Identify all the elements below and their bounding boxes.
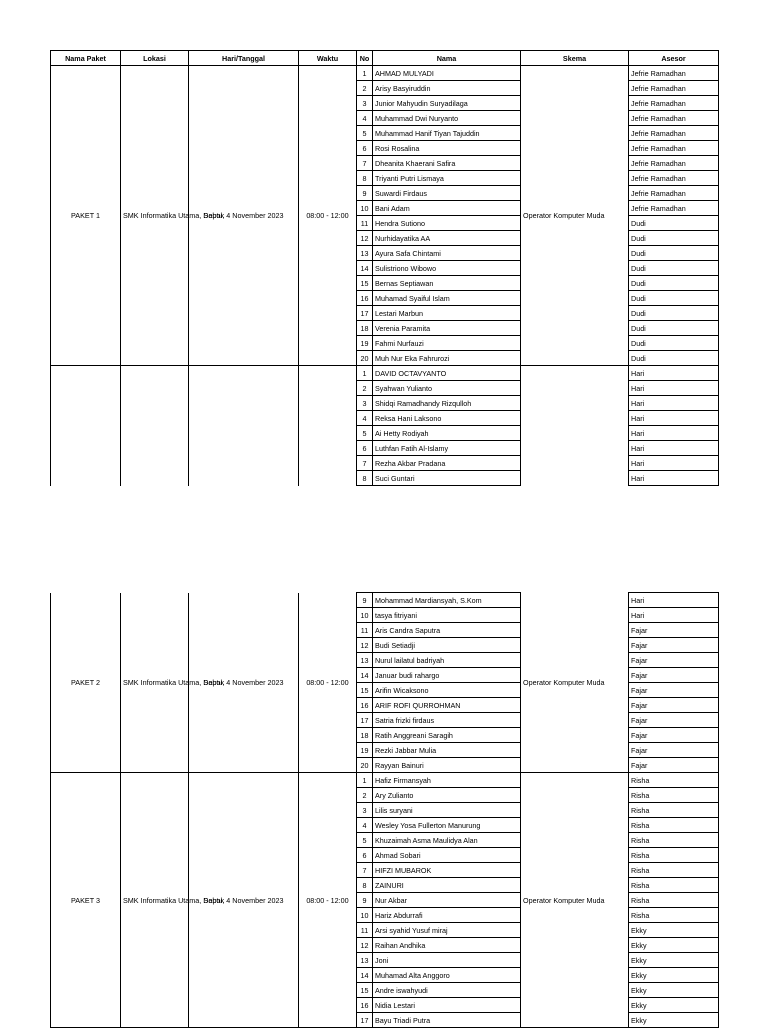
participant-name: Fahmi Nurfauzi bbox=[373, 336, 521, 351]
participant-name: Arsi syahid Yusuf miraj bbox=[373, 923, 521, 938]
row-number: 1 bbox=[357, 366, 373, 381]
participant-name: Muhammad Dwi Nuryanto bbox=[373, 111, 521, 126]
participant-name: Nurhidayatika AA bbox=[373, 231, 521, 246]
asesor-name: Fajar bbox=[629, 668, 719, 683]
asesor-name: Risha bbox=[629, 863, 719, 878]
row-number: 7 bbox=[357, 156, 373, 171]
row-number: 15 bbox=[357, 276, 373, 291]
row-number: 3 bbox=[357, 96, 373, 111]
tanggal-cell: Sabtu, 4 November 2023 bbox=[189, 66, 299, 366]
skema-cell: Operator Komputer Muda bbox=[521, 593, 629, 773]
table-row bbox=[51, 773, 719, 788]
asesor-name: Risha bbox=[629, 908, 719, 923]
asesor-name: Jefrie Ramadhan bbox=[629, 96, 719, 111]
participant-name: DAVID OCTAVYANTO bbox=[373, 366, 521, 381]
participant-name: Hariz Abdurrafi bbox=[373, 908, 521, 923]
asesor-name: Jefrie Ramadhan bbox=[629, 141, 719, 156]
asesor-name: Hari bbox=[629, 441, 719, 456]
asesor-name: Risha bbox=[629, 818, 719, 833]
participant-name: Verenia Paramita bbox=[373, 321, 521, 336]
row-number: 17 bbox=[357, 713, 373, 728]
participant-name: Muhammad Hanif Tiyan Tajuddin bbox=[373, 126, 521, 141]
schedule-table-continued bbox=[50, 592, 719, 1028]
lokasi-cell: SMK Informatika Utama, Depok bbox=[121, 773, 189, 1028]
row-number: 12 bbox=[357, 638, 373, 653]
participant-name: Dheanita Khaerani Safira bbox=[373, 156, 521, 171]
row-number: 8 bbox=[357, 171, 373, 186]
row-number: 12 bbox=[357, 938, 373, 953]
row-number: 12 bbox=[357, 231, 373, 246]
tanggal-cell bbox=[189, 366, 299, 486]
row-number: 8 bbox=[357, 471, 373, 486]
paket-cell: PAKET 1 bbox=[51, 66, 121, 366]
header-nama-paket: Nama Paket bbox=[51, 51, 121, 66]
waktu-cell: 08:00 - 12:00 bbox=[299, 66, 357, 366]
participant-name: tasya fitriyani bbox=[373, 608, 521, 623]
asesor-name: Dudi bbox=[629, 351, 719, 366]
row-number: 13 bbox=[357, 246, 373, 261]
participant-name: Ayura Safa Chintami bbox=[373, 246, 521, 261]
participant-name: Arifin Wicaksono bbox=[373, 683, 521, 698]
asesor-name: Ekky bbox=[629, 1013, 719, 1028]
row-number: 11 bbox=[357, 216, 373, 231]
row-number: 8 bbox=[357, 878, 373, 893]
asesor-name: Dudi bbox=[629, 321, 719, 336]
row-number: 14 bbox=[357, 261, 373, 276]
participant-name: HIFZI MUBAROK bbox=[373, 863, 521, 878]
asesor-name: Risha bbox=[629, 833, 719, 848]
row-number: 10 bbox=[357, 908, 373, 923]
header-lokasi: Lokasi bbox=[121, 51, 189, 66]
row-number: 9 bbox=[357, 186, 373, 201]
asesor-name: Jefrie Ramadhan bbox=[629, 81, 719, 96]
waktu-cell bbox=[299, 366, 357, 486]
row-number: 18 bbox=[357, 728, 373, 743]
asesor-name: Fajar bbox=[629, 623, 719, 638]
row-number: 10 bbox=[357, 608, 373, 623]
lokasi-cell bbox=[121, 366, 189, 486]
row-number: 14 bbox=[357, 668, 373, 683]
participant-name: Ratih Anggreani Saragih bbox=[373, 728, 521, 743]
participant-name: Muh Nur Eka Fahrurozi bbox=[373, 351, 521, 366]
row-number: 4 bbox=[357, 411, 373, 426]
participant-name: Bernas Septiawan bbox=[373, 276, 521, 291]
header-row bbox=[51, 51, 719, 66]
participant-name: Lestari Marbun bbox=[373, 306, 521, 321]
row-number: 20 bbox=[357, 351, 373, 366]
tanggal-cell: Sabtu, 4 November 2023 bbox=[189, 773, 299, 1028]
asesor-name: Ekky bbox=[629, 968, 719, 983]
asesor-name: Ekky bbox=[629, 998, 719, 1013]
row-number: 7 bbox=[357, 863, 373, 878]
row-number: 18 bbox=[357, 321, 373, 336]
header-hari-tanggal: Hari/Tanggal bbox=[189, 51, 299, 66]
participant-name: Rayyan Bainuri bbox=[373, 758, 521, 773]
row-number: 13 bbox=[357, 953, 373, 968]
participant-name: Rezki Jabbar Mulia bbox=[373, 743, 521, 758]
participant-name: Bayu Triadi Putra bbox=[373, 1013, 521, 1028]
header-no: No bbox=[357, 51, 373, 66]
participant-name: Muhamad Alta Anggoro bbox=[373, 968, 521, 983]
asesor-name: Jefrie Ramadhan bbox=[629, 66, 719, 81]
participant-name: Shidqi Ramadhandy Rizqulloh bbox=[373, 396, 521, 411]
lokasi-cell: SMK Informatika Utama, Depok bbox=[121, 593, 189, 773]
participant-name: Arisy Basyiruddin bbox=[373, 81, 521, 96]
paket-cell bbox=[51, 366, 121, 486]
asesor-name: Risha bbox=[629, 788, 719, 803]
asesor-name: Ekky bbox=[629, 938, 719, 953]
asesor-name: Fajar bbox=[629, 638, 719, 653]
participant-name: Junior Mahyudin Suryadilaga bbox=[373, 96, 521, 111]
row-number: 2 bbox=[357, 381, 373, 396]
participant-name: Hendra Sutiono bbox=[373, 216, 521, 231]
asesor-name: Fajar bbox=[629, 728, 719, 743]
asesor-name: Jefrie Ramadhan bbox=[629, 111, 719, 126]
asesor-name: Fajar bbox=[629, 758, 719, 773]
asesor-name: Jefrie Ramadhan bbox=[629, 171, 719, 186]
row-number: 5 bbox=[357, 833, 373, 848]
participant-name: Joni bbox=[373, 953, 521, 968]
asesor-name: Jefrie Ramadhan bbox=[629, 126, 719, 141]
participant-name: Nurul lailatul badriyah bbox=[373, 653, 521, 668]
skema-cell bbox=[521, 366, 629, 486]
asesor-name: Risha bbox=[629, 803, 719, 818]
participant-name: Raihan Andhika bbox=[373, 938, 521, 953]
participant-name: Ai Hetty Rodiyah bbox=[373, 426, 521, 441]
participant-name: Nur Akbar bbox=[373, 893, 521, 908]
row-number: 3 bbox=[357, 803, 373, 818]
row-number: 5 bbox=[357, 126, 373, 141]
row-number: 6 bbox=[357, 848, 373, 863]
row-number: 9 bbox=[357, 593, 373, 608]
asesor-name: Fajar bbox=[629, 743, 719, 758]
participant-name: ZAINURI bbox=[373, 878, 521, 893]
asesor-name: Ekky bbox=[629, 983, 719, 998]
asesor-name: Dudi bbox=[629, 246, 719, 261]
participant-name: Satria frizki firdaus bbox=[373, 713, 521, 728]
skema-cell: Operator Komputer Muda bbox=[521, 66, 629, 366]
participant-name: Budi Setiadji bbox=[373, 638, 521, 653]
asesor-name: Fajar bbox=[629, 698, 719, 713]
participant-name: Ahmad Sobari bbox=[373, 848, 521, 863]
asesor-name: Jefrie Ramadhan bbox=[629, 201, 719, 216]
asesor-name: Hari bbox=[629, 411, 719, 426]
row-number: 19 bbox=[357, 336, 373, 351]
participant-name: Reksa Hani Laksono bbox=[373, 411, 521, 426]
asesor-name: Hari bbox=[629, 381, 719, 396]
paket-cell: PAKET 2 bbox=[51, 593, 121, 773]
participant-name: Suwardi Firdaus bbox=[373, 186, 521, 201]
asesor-name: Risha bbox=[629, 773, 719, 788]
table-row bbox=[51, 593, 719, 608]
asesor-name: Dudi bbox=[629, 306, 719, 321]
row-number: 20 bbox=[357, 758, 373, 773]
row-number: 11 bbox=[357, 623, 373, 638]
row-number: 10 bbox=[357, 201, 373, 216]
asesor-name: Dudi bbox=[629, 276, 719, 291]
skema-cell: Operator Komputer Muda bbox=[521, 773, 629, 1028]
schedule-table-part-1 bbox=[50, 50, 718, 486]
asesor-name: Ekky bbox=[629, 953, 719, 968]
asesor-name: Risha bbox=[629, 893, 719, 908]
asesor-name: Dudi bbox=[629, 261, 719, 276]
schedule-table bbox=[50, 50, 719, 486]
row-number: 5 bbox=[357, 426, 373, 441]
row-number: 6 bbox=[357, 141, 373, 156]
participant-name: Sulistriono Wibowo bbox=[373, 261, 521, 276]
participant-name: Muhamad Syaiful Islam bbox=[373, 291, 521, 306]
asesor-name: Dudi bbox=[629, 291, 719, 306]
asesor-name: Hari bbox=[629, 426, 719, 441]
participant-name: Luthfan Fatih Al-Islamy bbox=[373, 441, 521, 456]
row-number: 17 bbox=[357, 306, 373, 321]
participant-name: Rosi Rosalina bbox=[373, 141, 521, 156]
table-row bbox=[51, 366, 719, 381]
row-number: 16 bbox=[357, 698, 373, 713]
row-number: 15 bbox=[357, 683, 373, 698]
table-row bbox=[51, 66, 719, 81]
asesor-name: Hari bbox=[629, 366, 719, 381]
tanggal-cell: Sabtu, 4 November 2023 bbox=[189, 593, 299, 773]
row-number: 17 bbox=[357, 1013, 373, 1028]
header-waktu: Waktu bbox=[299, 51, 357, 66]
header-skema: Skema bbox=[521, 51, 629, 66]
row-number: 13 bbox=[357, 653, 373, 668]
asesor-name: Fajar bbox=[629, 683, 719, 698]
participant-name: Khuzaimah Asma Maulidya Alan bbox=[373, 833, 521, 848]
row-number: 1 bbox=[357, 66, 373, 81]
row-number: 1 bbox=[357, 773, 373, 788]
participant-name: ARIF ROFI QURROHMAN bbox=[373, 698, 521, 713]
participant-name: Mohammad Mardiansyah, S.Kom bbox=[373, 593, 521, 608]
asesor-name: Ekky bbox=[629, 923, 719, 938]
asesor-name: Hari bbox=[629, 608, 719, 623]
row-number: 2 bbox=[357, 788, 373, 803]
asesor-name: Risha bbox=[629, 848, 719, 863]
waktu-cell: 08:00 - 12:00 bbox=[299, 593, 357, 773]
asesor-name: Dudi bbox=[629, 336, 719, 351]
paket-cell: PAKET 3 bbox=[51, 773, 121, 1028]
asesor-name: Risha bbox=[629, 878, 719, 893]
row-number: 7 bbox=[357, 456, 373, 471]
participant-name: Andre iswahyudi bbox=[373, 983, 521, 998]
row-number: 16 bbox=[357, 998, 373, 1013]
participant-name: Wesley Yosa Fullerton Manurung bbox=[373, 818, 521, 833]
asesor-name: Hari bbox=[629, 471, 719, 486]
asesor-name: Hari bbox=[629, 593, 719, 608]
row-number: 2 bbox=[357, 81, 373, 96]
asesor-name: Dudi bbox=[629, 231, 719, 246]
participant-name: Hafiz Firmansyah bbox=[373, 773, 521, 788]
row-number: 4 bbox=[357, 818, 373, 833]
row-number: 9 bbox=[357, 893, 373, 908]
row-number: 14 bbox=[357, 968, 373, 983]
participant-name: AHMAD MULYADI bbox=[373, 66, 521, 81]
row-number: 16 bbox=[357, 291, 373, 306]
asesor-name: Dudi bbox=[629, 216, 719, 231]
participant-name: Triyanti Putri Lismaya bbox=[373, 171, 521, 186]
participant-name: Syahwan Yulianto bbox=[373, 381, 521, 396]
header-nama: Nama bbox=[373, 51, 521, 66]
row-number: 11 bbox=[357, 923, 373, 938]
participant-name: Lilis suryani bbox=[373, 803, 521, 818]
participant-name: Nidia Lestari bbox=[373, 998, 521, 1013]
asesor-name: Jefrie Ramadhan bbox=[629, 156, 719, 171]
asesor-name: Hari bbox=[629, 396, 719, 411]
asesor-name: Fajar bbox=[629, 653, 719, 668]
row-number: 15 bbox=[357, 983, 373, 998]
lokasi-cell: SMK Informatika Utama, Depok bbox=[121, 66, 189, 366]
schedule-table-part-2 bbox=[50, 592, 718, 1028]
waktu-cell: 08:00 - 12:00 bbox=[299, 773, 357, 1028]
row-number: 19 bbox=[357, 743, 373, 758]
asesor-name: Jefrie Ramadhan bbox=[629, 186, 719, 201]
participant-name: Januar budi rahargo bbox=[373, 668, 521, 683]
asesor-name: Fajar bbox=[629, 713, 719, 728]
participant-name: Aris Candra Saputra bbox=[373, 623, 521, 638]
row-number: 3 bbox=[357, 396, 373, 411]
participant-name: Bani Adam bbox=[373, 201, 521, 216]
asesor-name: Hari bbox=[629, 456, 719, 471]
row-number: 6 bbox=[357, 441, 373, 456]
participant-name: Suci Guntari bbox=[373, 471, 521, 486]
header-asesor: Asesor bbox=[629, 51, 719, 66]
participant-name: Rezha Akbar Pradana bbox=[373, 456, 521, 471]
participant-name: Ary Zulianto bbox=[373, 788, 521, 803]
row-number: 4 bbox=[357, 111, 373, 126]
